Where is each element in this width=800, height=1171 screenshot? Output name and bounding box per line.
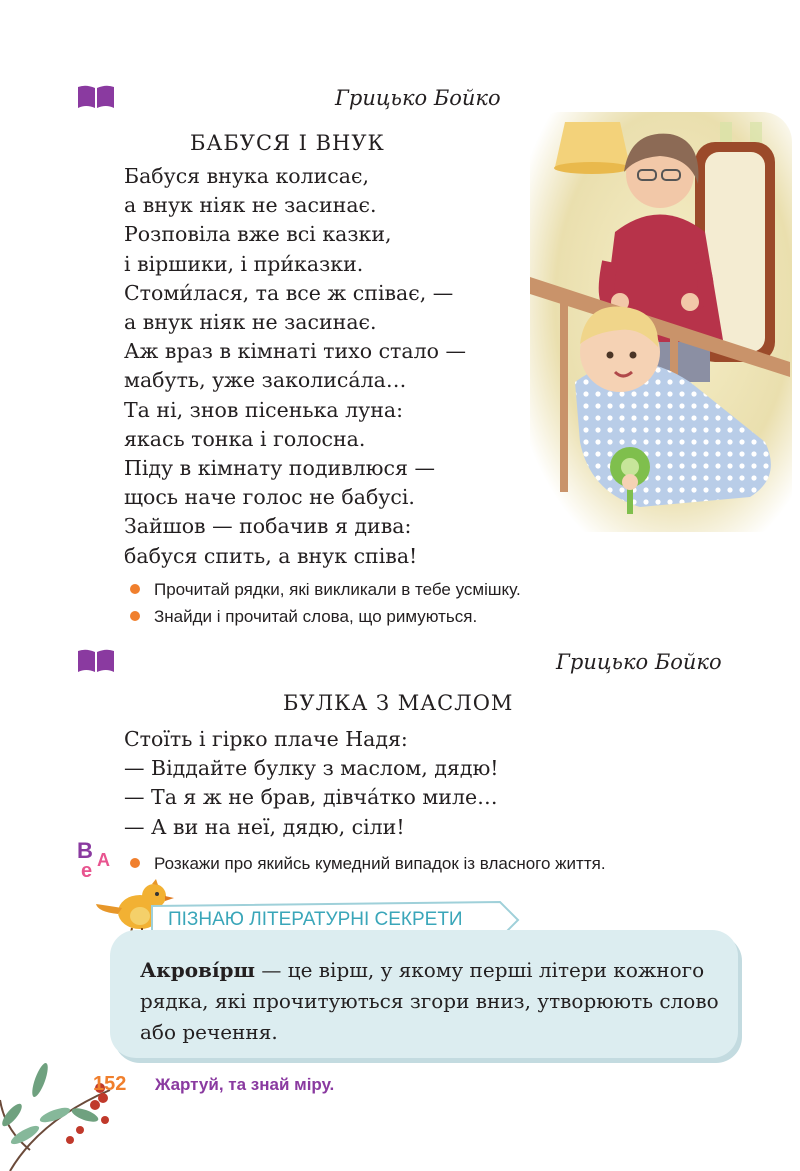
poem2-title: БУЛКА З МАСЛОМ <box>283 691 514 715</box>
poem-line: Стоїть і гірко плаче Надя: <box>124 727 408 751</box>
bullet-icon <box>130 858 140 868</box>
page-number: 152 <box>93 1073 127 1095</box>
poem1-author: Грицько Бойко <box>335 86 501 110</box>
bullet-icon <box>130 611 140 621</box>
poem-line: — Та я ж не брав, дівча́тко миле… <box>124 785 498 810</box>
bullet-icon <box>130 584 140 594</box>
poem-line: а внук ніяк не засинає. <box>124 310 377 335</box>
poem-line: Стоми́лася, та все ж співає, — <box>124 280 454 305</box>
poem-line: якась тонка і голосна. <box>124 426 366 451</box>
poem-line: мабуть, уже заколиса́ла… <box>124 368 407 393</box>
poem-line: а внук ніяк не засинає. <box>124 193 377 218</box>
poem-line: Та ні, знов пісенька луна: <box>124 397 403 422</box>
poem-line: Бабуся внука колисає, <box>124 164 369 188</box>
poem-line: — А ви на неї, дядю, сіли! <box>124 814 405 839</box>
poem-line: Розповіла вже всі казки, <box>124 222 392 247</box>
book-icon <box>77 84 115 110</box>
vocabulary-badge-icon: В А е <box>77 838 110 882</box>
task-item: Прочитай рядки, які викликали в тебе усмішку. <box>130 580 521 600</box>
poem-line: і віршики, і при́казки. <box>124 251 364 276</box>
poem-line: Піду в кімнату подивлюся — <box>124 456 435 481</box>
poem2-body <box>124 725 499 842</box>
secrets-definition-text: — це вірш, у якому перші літери кожного рядка, які прочитуються згори вниз, утворюють слово або речення. <box>140 958 719 1044</box>
task-item: Знайди і прочитай слова, що римуються. <box>130 607 477 627</box>
poem-line: щось наче голос не бабусі. <box>124 485 415 510</box>
secrets-definition <box>140 955 730 1048</box>
poem-line: Аж враз в кімнаті тихо стало — <box>124 339 467 364</box>
grandmother-grandson-illustration <box>520 112 795 542</box>
poem1-title: БАБУСЯ І ВНУК <box>190 131 385 155</box>
poem2-author: Грицько Бойко <box>556 650 722 674</box>
secrets-tab-label: ПІЗНАЮ ЛІТЕРАТУРНІ СЕКРЕТИ <box>168 909 463 930</box>
poem-line: — Віддайте булку з маслом, дядю! <box>124 756 499 781</box>
poem1-body <box>124 162 466 571</box>
secrets-term: Акрові́рш <box>140 958 256 982</box>
book-icon <box>77 648 115 674</box>
poem-line: бабуся спить, а внук співа! <box>124 543 418 568</box>
poem-line: Зайшов — побачив я дива: <box>124 514 412 539</box>
task-item: Розкажи про якийсь кумедний випадок із власного життя. <box>130 854 606 874</box>
page-motto: Жартуй, та знай міру. <box>155 1075 335 1094</box>
